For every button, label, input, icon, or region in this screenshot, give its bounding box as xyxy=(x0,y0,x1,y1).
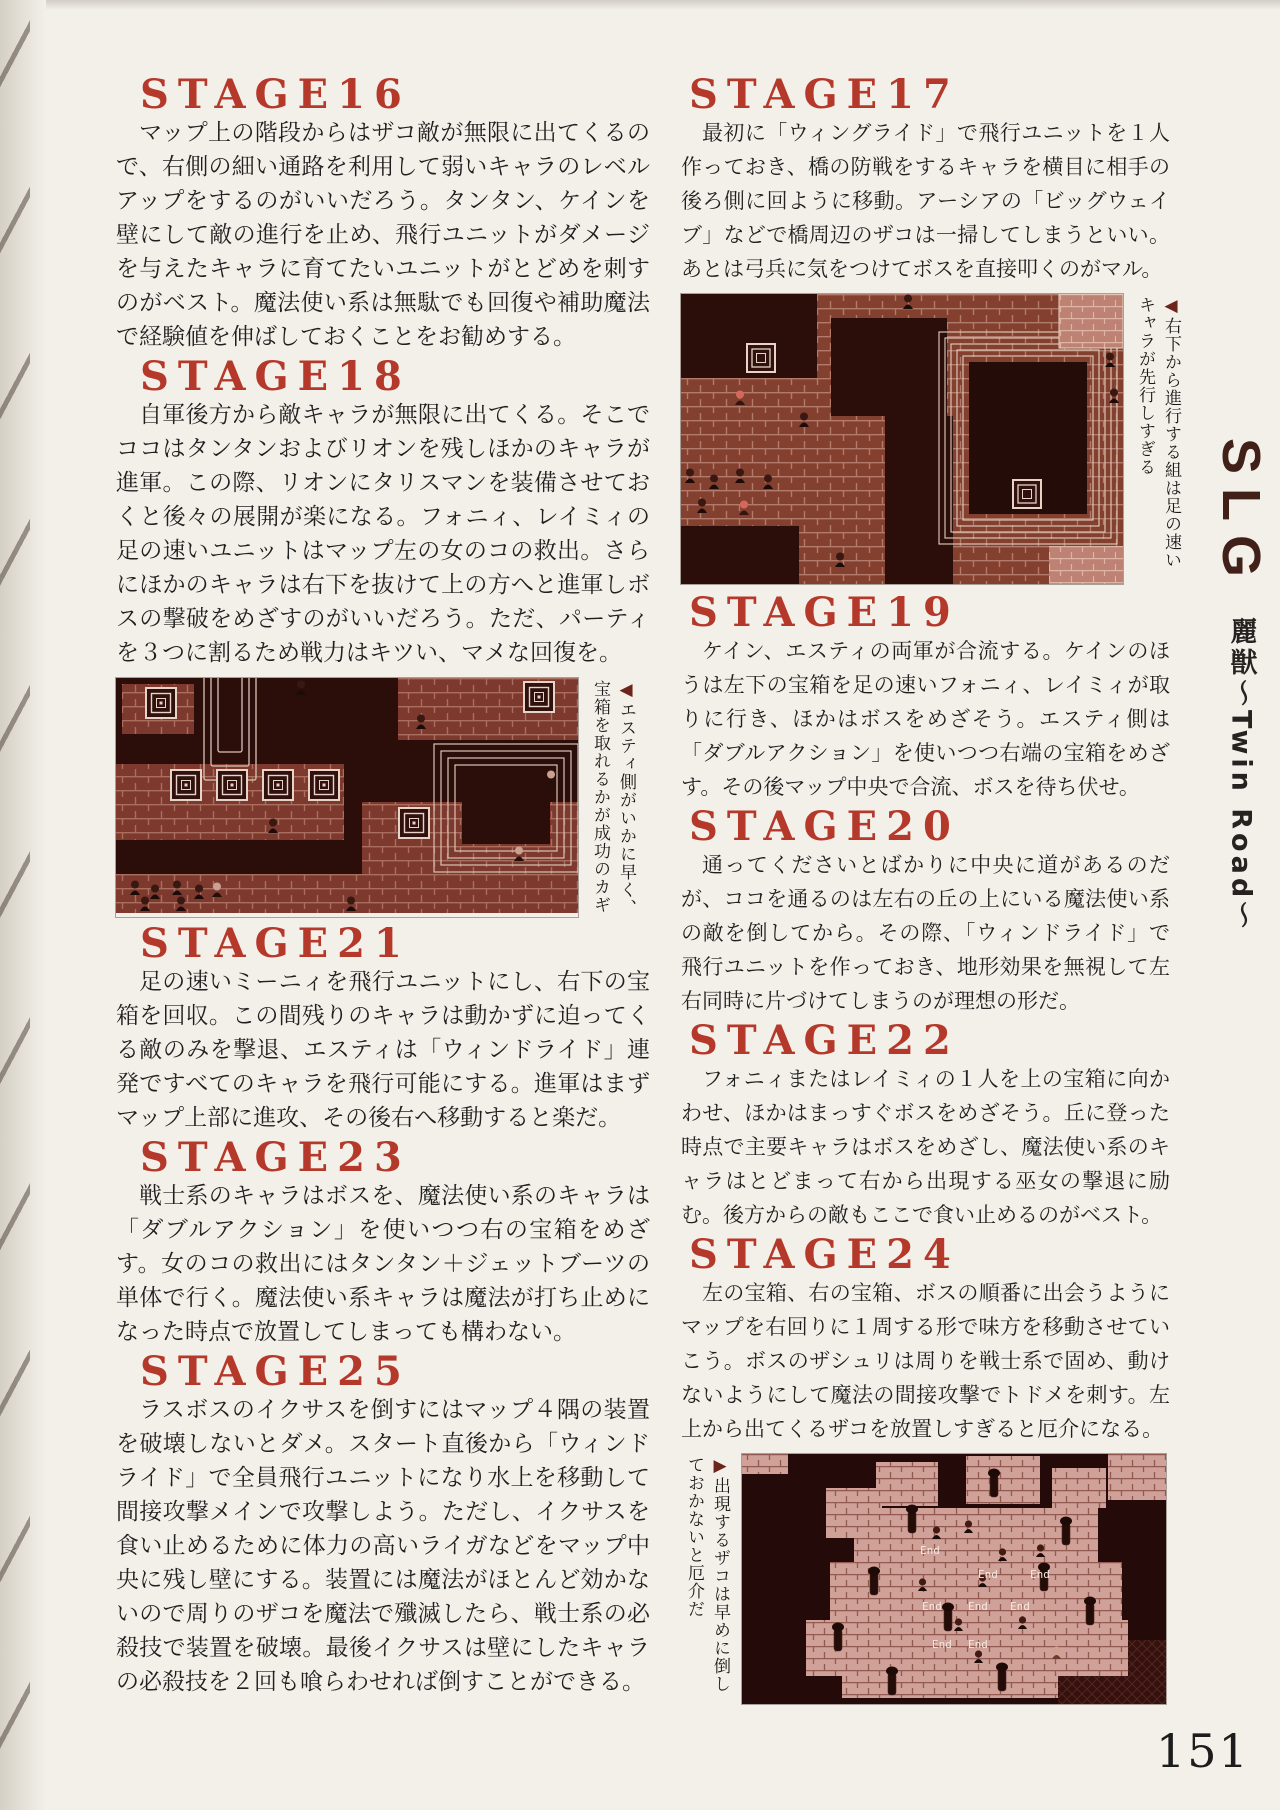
caption-text: 右下から進行する組は足の速い xyxy=(1161,317,1181,569)
unit-end-label: End xyxy=(922,1600,942,1613)
stage24-map-figure xyxy=(681,1454,1170,1704)
stage-20-body: 通ってくださいとばかりに中央に道があるのだが、ココを通るのは左右の丘の上にいる魔法使い系の敵を倒してから。その際、「ウィンドライド」で飛行ユニットを作っておき、地形効果を無視して左右同時に片づけてしまうのが理想の形だ。 xyxy=(681,853,1170,1013)
stage-24-title: STAGE24 xyxy=(689,1231,960,1278)
stage-17-section xyxy=(681,71,1170,286)
unit-end-label: End xyxy=(968,1600,988,1613)
caption-line: 宝箱を取れるかが成功のカギ xyxy=(590,680,610,914)
stage18-map-caption xyxy=(587,678,639,917)
stage-19-title: STAGE19 xyxy=(689,589,960,636)
stage17-map-screenshot xyxy=(681,294,1123,584)
stage-17-title: STAGE17 xyxy=(689,71,960,118)
stage-25-section xyxy=(116,1348,650,1699)
stage-21-body: 足の速いミーニィを飛行ユニットにし、右下の宝箱を回収。この間残りのキャラは動かずに迫ってくる敵のみを撃退、エスティは「ウィンドライド」連発ですべてのキャラを飛行可能にする。進軍はまずマップ上部に進攻、その後右へ移動すると楽だ。 xyxy=(116,969,650,1131)
unit-end-label: End xyxy=(932,1638,952,1651)
stage-23-title: STAGE23 xyxy=(140,1134,411,1181)
stage-22-section xyxy=(681,1017,1170,1232)
stage-24-section xyxy=(681,1231,1170,1446)
stage-17-body: 最初に「ウィングライド」で飛行ユニットを１人作っておき、橋の防戦をするキャラを横目に相手の後ろ側に回ように移動。アーシアの「ビッグウェイブ」などで橋周辺のザコは一掃してしまうといい。あとは弓兵に気をつけてボスを直接叩くのがマル。 xyxy=(681,121,1170,281)
stage-25-body: ラスボスのイクサスを倒すにはマップ４隅の装置を破壊しないとダメ。スタート直後から「ウィンドライド」で全員飛行ユニットになり水上を移動して間接攻撃メインで攻撃しよう。ただし、イクサスを食い止めるために体力の高いライガなどをマップ中央に残し壁にする。装置には魔法がほとんど効かないので周りのザコを魔法で殲滅したら、戦士系の必殺技で装置を破壊。最後イクサスは壁にしたキャラの必殺技を２回も喰らわせれば倒すことができる。 xyxy=(116,1397,650,1695)
left-arrow-icon: ◀ xyxy=(616,680,636,701)
caption-line xyxy=(613,680,639,917)
binding-edge xyxy=(0,0,46,1810)
page-number: 151 xyxy=(1156,1724,1250,1778)
stage-20-title: STAGE20 xyxy=(689,803,960,850)
stage-16-section xyxy=(116,71,650,354)
stage-23-body: 戦士系のキャラはボスを、魔法使い系のキャラは「ダブルアクション」を使いつつ右の宝箱をめざす。女のコの救出にはタンタン＋ジェットブーツの単体で行く。魔法使い系キャラは魔法が打ち止めになった時点で放置してしまっても構わない。 xyxy=(116,1183,650,1345)
stage-19-body: ケイン、エスティの両軍が合流する。ケインのほうは左下の宝箱を足の速いフォニィ、レイミィが取りに行き、ほかはボスをめざそう。エスティ側は「ダブルアクション」を使いつつ右端の宝箱をめざす。その後マップ中央で合流、ボスを待ち伏せ。 xyxy=(681,639,1170,799)
stage18-map-image xyxy=(116,678,578,913)
stage-21-title: STAGE21 xyxy=(140,920,411,967)
caption-text: 出現するザコは早めに倒し xyxy=(710,1477,730,1693)
stage-21-section xyxy=(116,920,650,1135)
stage-18-section xyxy=(116,353,651,670)
sidebar-genre-label: SLG xyxy=(1211,438,1271,592)
stage17-map-figure xyxy=(681,294,1181,584)
stage-22-title: STAGE22 xyxy=(689,1017,960,1064)
stage-19-section xyxy=(681,589,1170,804)
unit-end-label: End xyxy=(1030,1568,1050,1581)
page-sidebar xyxy=(1204,438,1278,932)
stage24-map-image xyxy=(742,1454,1166,1704)
left-column xyxy=(116,72,650,1699)
stage-18-body: 自軍後方から敵キャラが無限に出てくる。そこでココはタンタンおよびリオンを残しほかのキャラが進軍。この際、リオンにタリスマンを装備させておくと後々の展開が楽になる。フォニィ、レイミィの足の速いユニットはマップ左の女のコの救出。さらにほかのキャラは右下を抜けて上の方へと進軍しボスの撃破をめざすのがいいだろう。ただ、パーティを３つに割るため戦力はキツい、マメな回復を。 xyxy=(116,402,651,666)
stage17-map-caption xyxy=(1132,294,1184,584)
stage-16-body: マップ上の階段からはザコ敵が無限に出てくるので、右側の細い通路を利用して弱いキャラのレベルアップをするのがいいだろう。タンタン、ケインを壁にして敵の進行を止め、飛行ユニットがダメージを与えたキャラに育てたいユニットがとどめを刺すのがベスト。魔法使い系は無駄でも回復や補助魔法で経験値を伸ばしておくことをお勧めする。 xyxy=(116,120,650,350)
unit-end-label: End xyxy=(920,1544,940,1557)
unit-end-label: End xyxy=(978,1568,998,1581)
right-arrow-icon: ▶ xyxy=(710,1456,730,1477)
unit-end-label: End xyxy=(968,1638,988,1651)
caption-line: ておかないと厄介だ xyxy=(684,1456,704,1618)
sidebar-game-title: 麗獣～Twin Road～ xyxy=(1225,617,1257,933)
stage-22-body: フォニィまたはレイミィの１人を上の宝箱に向かわせ、ほかはまっすぐボスをめざそう。丘に登った時点で主要キャラはボスをめざし、魔法使い系のキャラはとどまって右から出現する巫女の撃退に励む。後方からの敵もここで食い止めるのがベスト。 xyxy=(681,1067,1170,1227)
stage-16-title: STAGE16 xyxy=(140,71,411,118)
stage24-map-caption xyxy=(681,1454,733,1704)
stage-20-section xyxy=(681,803,1170,1018)
caption-line xyxy=(1158,296,1184,584)
stage-18-title: STAGE18 xyxy=(140,353,411,400)
caption-line: キャラが先行しすぎる xyxy=(1135,296,1155,476)
left-arrow-icon: ◀ xyxy=(1161,296,1181,317)
stage18-map-screenshot xyxy=(116,678,578,917)
right-column xyxy=(681,71,1181,1712)
stage24-map-screenshot xyxy=(742,1454,1166,1704)
stage-23-section xyxy=(116,1134,650,1349)
stage18-map-figure xyxy=(116,678,650,917)
caption-line xyxy=(707,1456,733,1704)
stage-24-body: 左の宝箱、右の宝箱、ボスの順番に出会うようにマップを右回りに１周する形で味方を移動させていこう。ボスのザシュリは周りを戦士系で固め、動けないようにして魔法の間接攻撃でトドメを刺す。左上から出てくるザコを放置しすぎると厄介になる。 xyxy=(681,1281,1170,1441)
stage17-map-image xyxy=(681,294,1123,584)
stage-25-title: STAGE25 xyxy=(140,1348,411,1395)
caption-text: エスティ側がいかに早く、 xyxy=(616,701,636,917)
unit-end-label: End xyxy=(1010,1600,1030,1613)
